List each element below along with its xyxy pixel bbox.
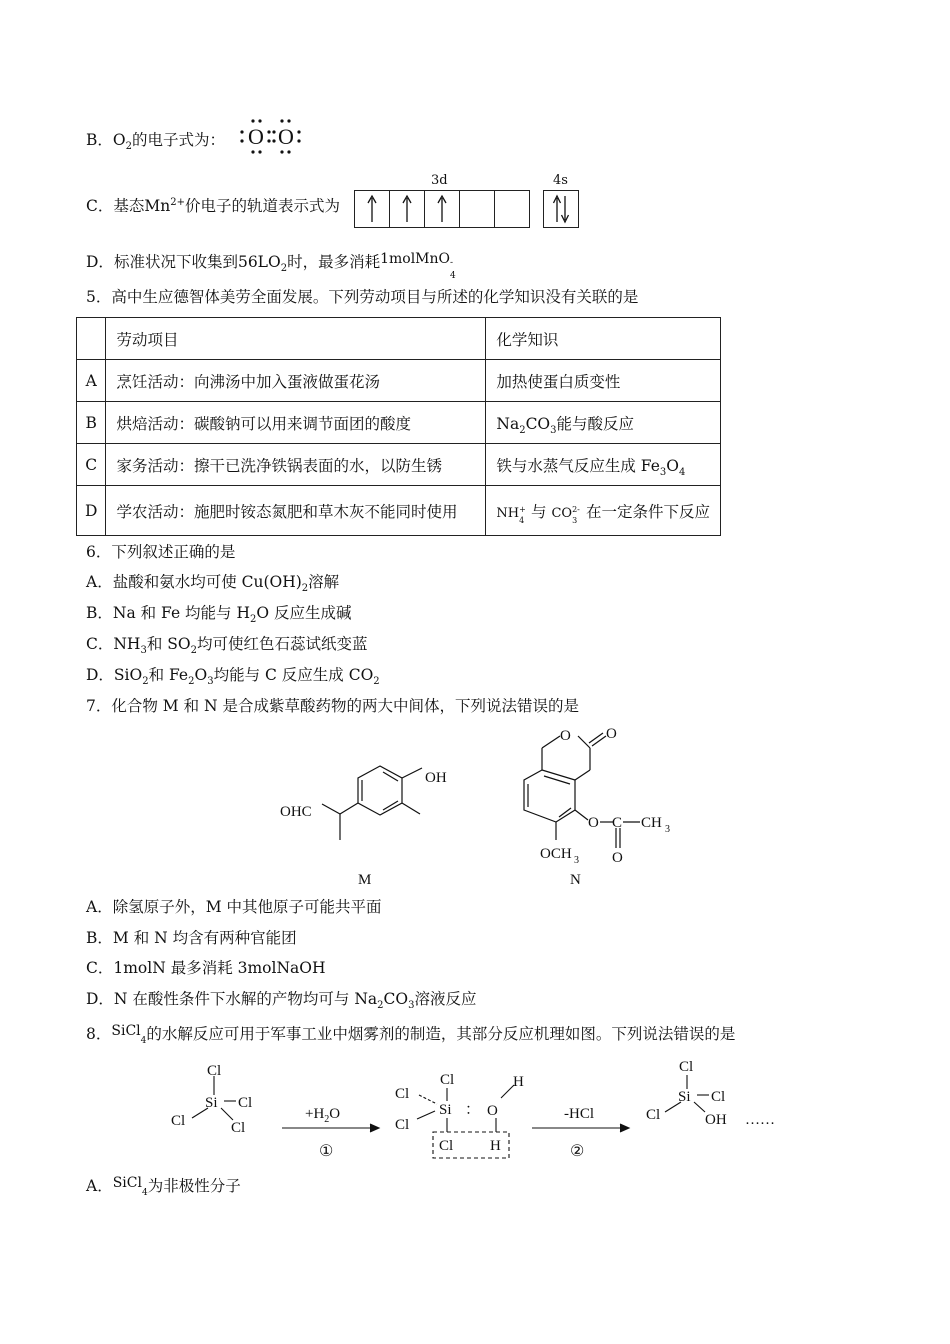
orbital-box-paired — [544, 191, 578, 227]
svg-text:O: O — [606, 726, 617, 742]
svg-text:Cl: Cl — [646, 1107, 661, 1123]
svg-text:OCH: OCH — [540, 846, 572, 862]
svg-text:Cl: Cl — [171, 1113, 186, 1129]
svg-text:H: H — [513, 1074, 524, 1090]
svg-text:O: O — [560, 728, 571, 744]
q7-option-d: D．N 在酸性条件下水解的产物均可与 $Na_2CO_3$溶液反应 — [86, 990, 477, 1012]
svg-text:②: ② — [570, 1143, 585, 1160]
svg-text:+H2O: $+H_2O$ — [305, 1106, 341, 1125]
orbital-box-empty — [460, 191, 495, 227]
svg-text:N: N — [570, 872, 581, 888]
question-7-stem: 7．化合物 M 和 N 是合成紫草酸药物的两大中间体，下列说法错误的是 — [86, 697, 580, 715]
table-row — [77, 444, 721, 486]
row-key: A — [77, 360, 106, 402]
row-knowledge: 加热使蛋白质变性 — [486, 360, 721, 402]
table-row — [77, 360, 721, 402]
sicl4-hydrolysis-scheme — [165, 1058, 805, 1168]
svg-text:O: O — [248, 124, 264, 149]
row-activity: 学农活动：施肥时铵态氮肥和草木灰不能同时使用 — [106, 486, 486, 536]
svg-text:……: …… — [745, 1112, 775, 1128]
question-8-stem: 8．SiCl$_4$的水解反应可用于军事工业中烟雾剂的制造，其部分反应机理如图。下列说法错误的是 — [86, 1023, 736, 1047]
row-activity: 家务活动：擦干已洗净铁锅表面的水，以防生锈 — [106, 444, 486, 486]
orbital-4s — [543, 190, 579, 228]
q5-table — [76, 317, 721, 536]
svg-text:Cl: Cl — [679, 1059, 694, 1075]
molecule-n — [500, 720, 700, 890]
svg-text:Cl: Cl — [207, 1063, 222, 1079]
svg-text:3: 3 — [574, 855, 579, 866]
row-activity: 烹饪活动：向沸汤中加入蛋液做蛋花汤 — [106, 360, 486, 402]
svg-text:O: O — [487, 1103, 498, 1119]
svg-text:Cl: Cl — [440, 1072, 455, 1088]
row-key: C — [77, 444, 106, 486]
svg-text:Si: Si — [205, 1095, 218, 1111]
svg-text:Si: Si — [439, 1102, 452, 1118]
table-row — [77, 402, 721, 444]
svg-text:-HCl: -HCl — [564, 1106, 594, 1122]
option-d: D．标准状况下收集到$56LO_2$时，最多消耗1molMnO - 4 — [86, 251, 456, 281]
orbital-3d — [354, 190, 530, 228]
svg-text:OH: OH — [425, 770, 447, 786]
orbital-box-empty — [495, 191, 529, 227]
svg-text:C: C — [612, 815, 623, 831]
table-header-row — [77, 318, 721, 360]
header-cell: 化学知识 — [486, 318, 721, 360]
row-knowledge: 铁与水蒸气反应生成 $Fe_3O_4$ — [486, 444, 721, 486]
svg-text:Cl: Cl — [439, 1138, 454, 1154]
svg-text:：: ： — [465, 1102, 481, 1118]
header-cell: 劳动项目 — [106, 318, 486, 360]
svg-text:CH: CH — [641, 815, 662, 831]
svg-text:O: O — [588, 815, 599, 831]
q7-option-b: B．M 和 N 均含有两种官能团 — [86, 929, 297, 947]
orbital-box-up — [425, 191, 460, 227]
svg-text:Cl: Cl — [395, 1086, 410, 1102]
option-c: C．基态$Mn^{2+}$价电子的轨道表示式为 — [86, 196, 341, 215]
svg-text:Si: Si — [678, 1089, 691, 1105]
label-4s: 4s — [553, 173, 568, 188]
option-b: B．$O_2$的电子式为： — [86, 131, 225, 153]
orbital-box-up — [390, 191, 425, 227]
row-activity: 烘焙活动：碳酸钠可以用来调节面团的酸度 — [106, 402, 486, 444]
q6-option-c: C．$NH_3$和 $SO_2$均可使红色石蕊试纸变蓝 — [86, 635, 368, 657]
row-key: B — [77, 402, 106, 444]
row-knowledge: NH + 4 与 CO 2- 3 在一定条件下反应 — [486, 486, 721, 536]
question-5-stem: 5．高中生应德智体美劳全面发展。下列劳动项目与所述的化学知识没有关联的是 — [86, 288, 639, 306]
svg-text:Cl: Cl — [238, 1095, 253, 1111]
molecule-m — [270, 760, 470, 890]
svg-text:Cl: Cl — [231, 1120, 246, 1136]
row-knowledge: $Na_2CO_3$能与酸反应 — [486, 402, 721, 444]
o2-electron-dot-formula — [236, 118, 306, 158]
q6-option-a: A．盐酸和氨水均可使 $Cu(OH)_2$溶解 — [86, 573, 340, 595]
q6-option-b: B．Na 和 Fe 均能与 $H_2O$ 反应生成碱 — [86, 604, 352, 626]
q7-option-c: C．1molN 最多消耗 3molNaOH — [86, 959, 326, 977]
header-cell — [77, 318, 106, 360]
svg-text:O: O — [612, 850, 623, 866]
svg-text:OH: OH — [705, 1112, 727, 1128]
orbital-box-up — [355, 191, 390, 227]
svg-text:Cl: Cl — [395, 1117, 410, 1133]
q6-option-d: D．SiO$_2$和 $Fe_2O_3$均能与 C 反应生成 $CO_2$ — [86, 666, 380, 688]
svg-text:3: 3 — [665, 824, 670, 835]
q7-option-a: A．除氢原子外，M 中其他原子可能共平面 — [86, 898, 382, 916]
svg-text:Cl: Cl — [711, 1089, 726, 1105]
svg-text:OHC: OHC — [280, 804, 312, 820]
svg-text:M: M — [358, 872, 372, 888]
svg-text:①: ① — [319, 1143, 334, 1160]
label-3d: 3d — [431, 173, 448, 188]
svg-text:H: H — [490, 1138, 501, 1154]
q8-option-a: A．SiCl$_4$为非极性分子 — [86, 1175, 241, 1199]
question-6-stem: 6．下列叙述正确的是 — [86, 543, 236, 561]
table-row — [77, 486, 721, 536]
row-key: D — [77, 486, 106, 536]
svg-text:O: O — [278, 124, 294, 149]
